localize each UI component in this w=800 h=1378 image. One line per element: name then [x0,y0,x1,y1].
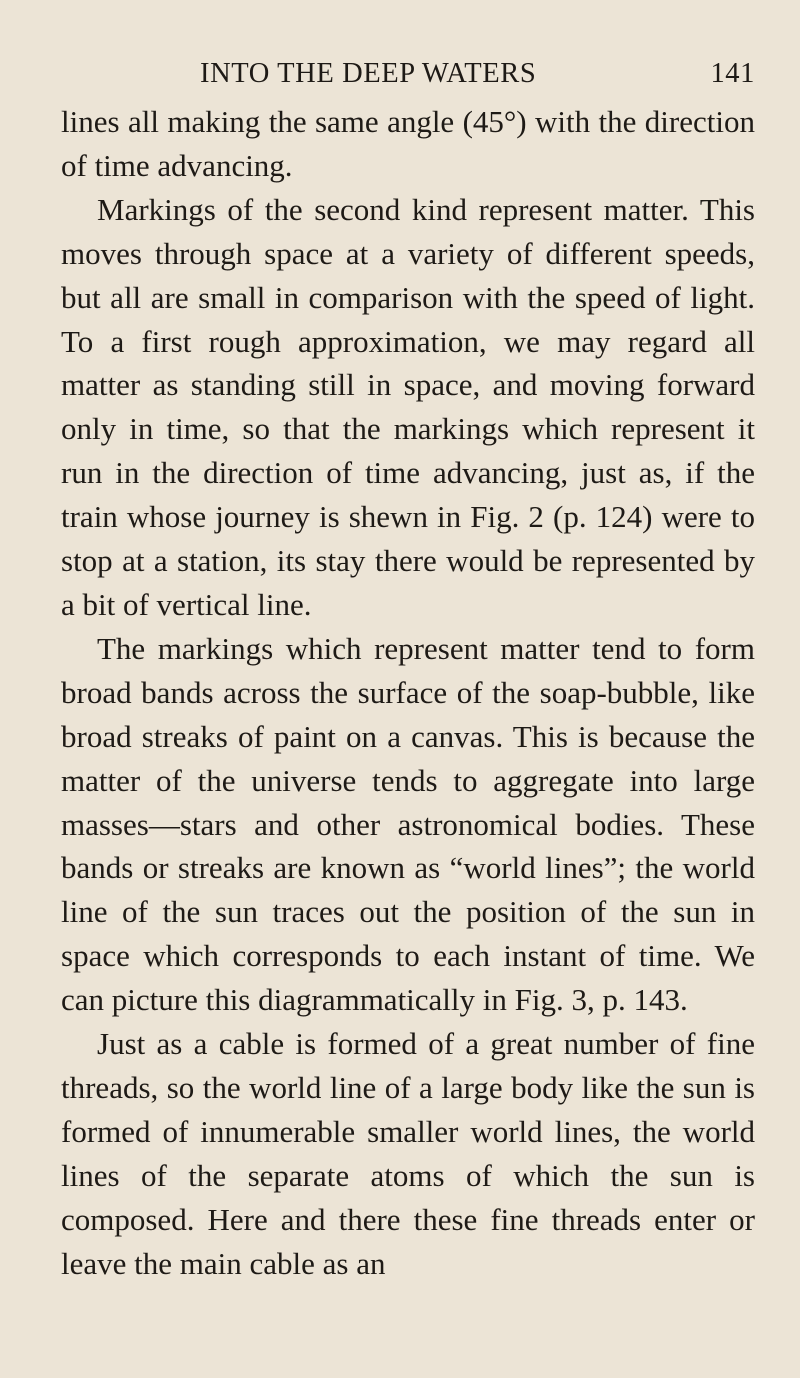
paragraph-continued: lines all making the same angle (45°) with the direction of time advancing. [61,104,755,183]
paragraph-world-lines: The markings which represent matter tend to form broad bands across the surface of the soap-bubble, like broad streaks of paint on a canvas. This is because the matter of the universe tends to aggregate into large masses—stars and other astronomical bodies. These bands or streaks are known as “world lines”; the world line of the sun traces out the position of the sun in space which corresponds to each instant of time. We can picture this diagrammatically in Fig. 3, p. 143. [61,630,755,1018]
chapter-title: INTO THE DEEP WATERS [200,58,537,89]
running-head [61,56,755,100]
body-text [61,100,755,1285]
paragraph-matter-markings: Markings of the second kind represent matter. This moves through space at a variety of different speeds, but all are small in comparison with the speed of light. To a first rough approximation, we may regard all matter as standing still in space, and moving forward only in time, so that the markings which represent it run in the direction of time advancing, just as, if the train whose journey is shewn in Fig. 2 (p. 124) were to stop at a station, its stay there would be represented by a bit of vertical line. [61,191,755,622]
page-number: 141 [710,58,755,89]
paragraph-cable-analogy: Just as a cable is formed of a great number of fine threads, so the world line of a large body like the sun is formed of innumerable smaller world lines, the world lines of the separate atoms of which the sun is composed. Here and there these fine threads enter or leave the main cable as an [61,1026,755,1281]
